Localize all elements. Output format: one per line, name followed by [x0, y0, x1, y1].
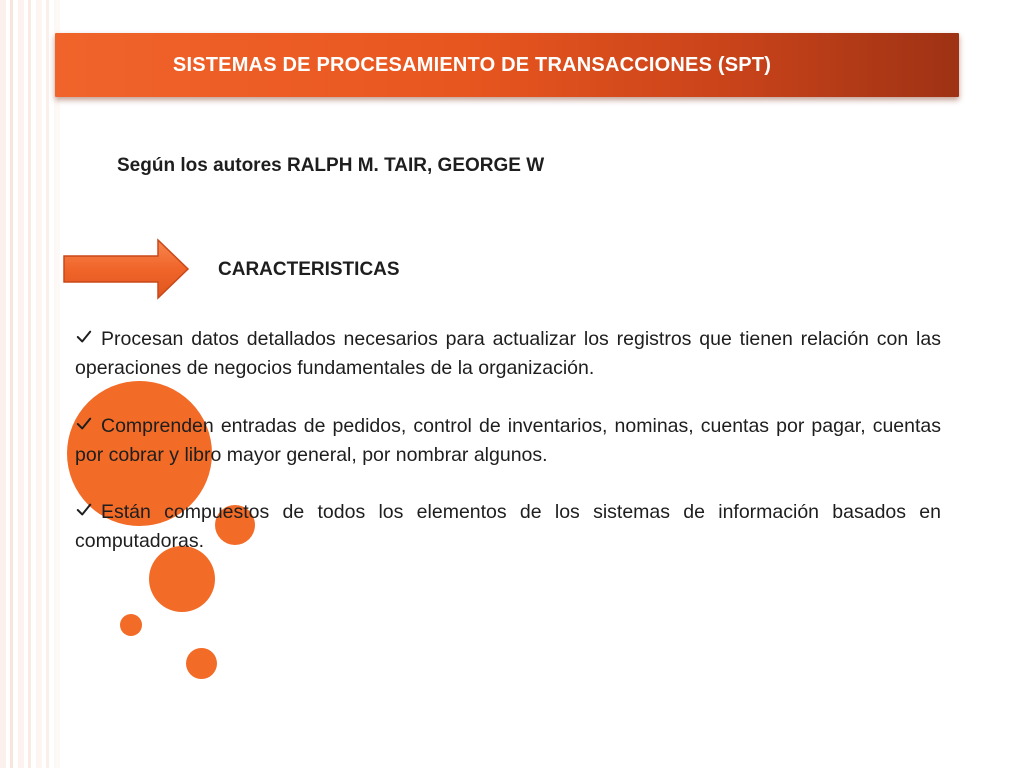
list-item-text: Comprenden entradas de pedidos, control de inventarios, nominas, cuentas por pagar, cuentas por cobrar y libro mayor general, por nombrar algunos. — [75, 414, 941, 466]
section-heading: CARACTERISTICAS — [218, 259, 400, 280]
list-item — [75, 412, 941, 471]
list-item-text: Están compuestos de todos los elementos de los sistemas de información basados en computadoras. — [75, 501, 941, 553]
slide-title: SISTEMAS DE PROCESAMIENTO DE TRANSACCIONES (SPT) — [172, 53, 772, 76]
check-icon — [75, 416, 93, 432]
title-bar — [55, 33, 959, 97]
check-icon — [75, 502, 93, 518]
decorative-circle — [120, 614, 142, 636]
list-item — [75, 325, 941, 384]
authors-line: Según los autores RALPH M. TAIR, GEORGE W — [117, 155, 545, 176]
list-item-text: Procesan datos detallados necesarios para actualizar los registros que tienen relación con las operaciones de negocios fundamentales de la organización. — [75, 328, 941, 380]
bullet-list — [75, 325, 941, 585]
list-item — [75, 498, 941, 557]
decorative-stripes — [0, 0, 60, 768]
right-arrow-icon — [62, 238, 190, 300]
decorative-circle — [186, 648, 217, 679]
check-icon — [75, 329, 93, 345]
